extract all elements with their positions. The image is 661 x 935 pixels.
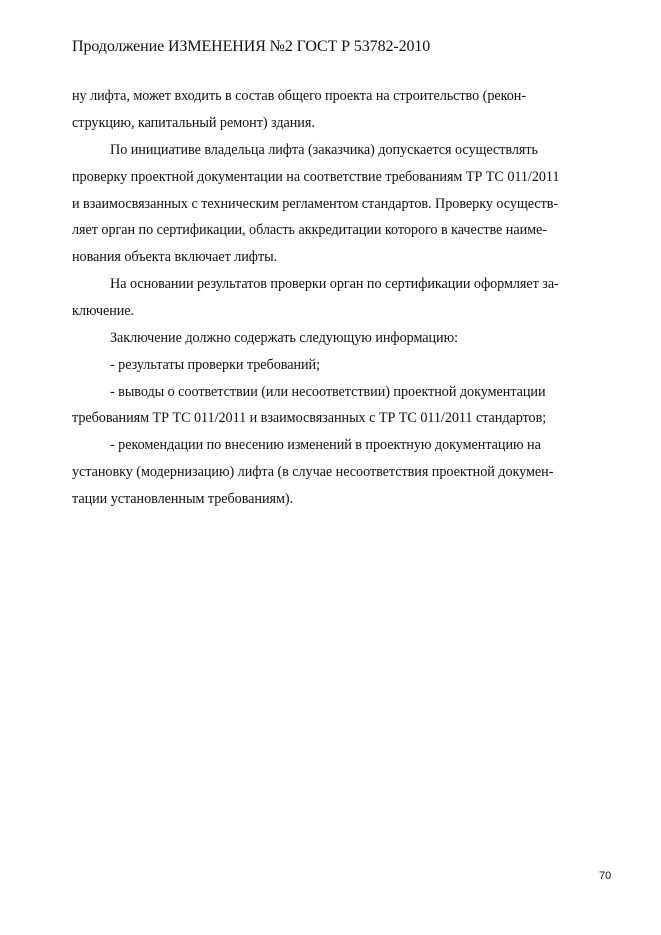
text-line: и взаимосвязанных с техническим регламентом стандартов. Проверку осуществ- bbox=[72, 196, 559, 212]
text-line: струкцию, капитальный ремонт) здания. bbox=[72, 115, 315, 131]
text-line: требованиям ТР ТС 011/2011 и взаимосвязанных с ТР ТС 011/2011 стандартов; bbox=[72, 410, 547, 426]
text-line: - выводы о соответствии (или несоответствии) проектной документации bbox=[110, 384, 546, 400]
text-line: тации установленным требованиям). bbox=[72, 491, 294, 507]
text-line: На основании результатов проверки орган по сертификации оформляет за- bbox=[110, 276, 559, 292]
text-line: - рекомендации по внесению изменений в проектную документацию на bbox=[110, 437, 541, 453]
text-line: нования объекта включает лифты. bbox=[72, 249, 278, 265]
text-line: Заключение должно содержать следующую информацию: bbox=[110, 330, 459, 346]
page-header: Продолжение ИЗМЕНЕНИЯ №2 ГОСТ Р 53782-2010 bbox=[72, 38, 431, 55]
text-line: установку (модернизацию) лифта (в случае несоответствия проектной докумен- bbox=[72, 464, 554, 480]
text-line: По инициативе владельца лифта (заказчика) допускается осуществлять bbox=[110, 142, 538, 158]
text-line: ляет орган по сертификации, область аккредитации которого в качестве наиме- bbox=[72, 222, 547, 238]
text-line: - результаты проверки требований; bbox=[110, 357, 320, 373]
page-number: 70 bbox=[599, 870, 612, 882]
text-line: проверку проектной документации на соответствие требованиям ТР ТС 011/2011 bbox=[72, 169, 560, 185]
text-line: ну лифта, может входить в состав общего проекта на строительство (рекон- bbox=[72, 88, 526, 104]
text-line: ключение. bbox=[72, 303, 135, 319]
